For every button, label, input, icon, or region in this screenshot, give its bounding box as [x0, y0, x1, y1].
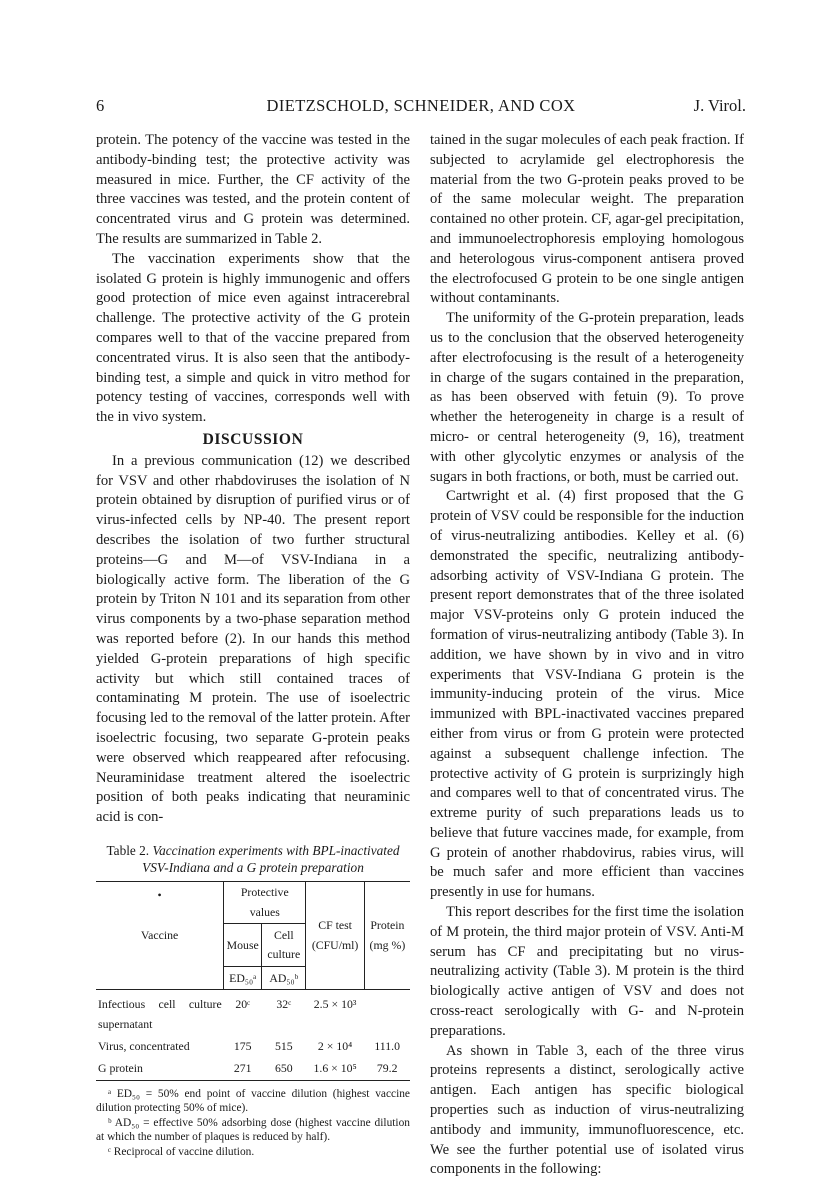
table-footnotes: [96, 1087, 410, 1160]
table-row: G protein 271 650 1.6 × 10⁵ 79.2: [96, 1058, 410, 1080]
running-authors: DIETZSCHOLD, SCHNEIDER, AND COX: [266, 96, 576, 115]
paragraph: In a previous communication (12) we described for VSV and other rhabdoviruses the isolation of N protein obtained by disruption of purified virus or of virus-infected cells by NP-40. The present report describes the isolation of two further structural proteins—G and M—of VSV-Indiana in a biologically active form. The liberation of the G protein by Triton N 101 and its separation from other virus components by a two-phase separation method was reported before (2). In our hands this method yielded G-protein preparations of high specific activity but which still contained traces of contaminating M protein. The use of isoelectric focusing led to the removal of the latter protein. After isoelectric focusing, two separate G-protein peaks were observed which reappeared after refocusing. Neuraminidase treatment altered the isoelectric position of both peaks indicating that neuraminic acid is con-: [96, 452, 410, 826]
subheader-mouse: ED₅₀ᵃ: [224, 967, 262, 990]
table-caption-text: Vaccination experiments with BPL-inactivated VSV-Indiana and a G protein preparation: [142, 842, 400, 876]
left-column: [96, 131, 410, 1159]
paragraph: As shown in Table 3, each of the three virus proteins represents a distinct, serologically active antigen. Each antigen has specific biological properties such as induction of virus-neutralizing antibody and immunity, immunofluorescence, etc. We see the further potential use of isolated virus components in the following:: [430, 1042, 744, 1178]
paragraph: The uniformity of the G-protein preparation, leads us to the conclusion that the observed heterogeneity after electrofocusing is the result of a heterogeneity in charge of the sugars contained in the preparation, as has been observed with fetuin (9). To prove whether the heterogeneity in charge is a result of micro- or central heterogeneity (9, 16), treatment with other glycolytic enzymes or analysis of the sugars in both fractions, or both, must be carried out.: [430, 310, 744, 485]
footnote: ᵇ AD₅₀ = effective 50% adsorbing dose (highest vaccine dilution at which the number of plaques is reduced by half).: [96, 1116, 410, 1144]
paragraph: tained in the sugar molecules of each peak fraction. If subjected to acrylamide gel electrophoresis the material from the two G-protein peaks proved to be of the same molecular weight. The preparation contained no other protein. CF, agar-gel precipitation, and immunoelectrophoresis employing homologous and heterologous virus-component antisera proved the electrofocused G protein to be one single antigen without contaminants.: [430, 132, 744, 307]
running-header: [96, 96, 746, 118]
paragraph: The vaccination experiments show that the isolated G protein is highly immunogenic and offers good protection of mice even against intracerebral challenge. The protective activity of the G protein compares well to that of the vaccine prepared from concentrated virus. It is also seen that the antibody-binding test, a simple and quick in vitro method for potency testing of vaccines, corresponds well with the in vivo system.: [96, 250, 410, 426]
table-caption-label: Table 2.: [106, 842, 150, 858]
table-row: Virus, concentrated 175 515 2 × 10⁴ 111.0: [98, 1039, 400, 1054]
header-cf: CF test (CFU/ml): [306, 881, 364, 990]
right-column: [430, 131, 744, 1180]
header-protein: Protein (mg %): [364, 881, 410, 990]
table-row: Infectious cell culture supernatant 20ᶜ 32ᶜ 2.5 × 10³: [98, 997, 357, 1032]
header-cell: Cell culture: [262, 924, 306, 967]
paragraph: This report describes for the first time the isolation of M protein, the third major protein of VSV. Anti-M serum has CF and precipitating but no virus-neutralizing activity (Table 3). M protein is the third biologically active antigen of VSV and does not cross-react serologically with G- and N-protein preparations.: [430, 904, 744, 1039]
header-protective: Protective values: [224, 881, 306, 924]
footnote: ᶜ Reciprocal of vaccine dilution.: [108, 1145, 255, 1158]
subheader-cell: AD₅₀ᵇ: [262, 967, 306, 990]
journal-name: J. Virol.: [693, 96, 746, 115]
table-caption: [96, 842, 410, 877]
header-mouse: Mouse: [224, 924, 262, 967]
page-number: 6: [96, 96, 105, 115]
footnote: ᵃ ED₅₀ = 50% end point of vaccine dilution (highest vaccine dilution protecting 50% of mice).: [96, 1087, 410, 1115]
header-vaccine: • Vaccine: [96, 881, 224, 990]
paragraph: protein. The potency of the vaccine was tested in the antibody-binding test; the protective activity was measured in mice. Further, the CF activity of the three vaccines was tested, and the protein content of concentrated virus and G protein was determined. The results are summarized in Table 2.: [96, 132, 410, 247]
paragraph: Cartwright et al. (4) first proposed that the G protein of VSV could be responsible for the induction of virus-neutralizing antibodies. Kelley et al. (6) demonstrated the specific, neutralizing antibody-adsorbing activity of VSV-Indiana G protein. The present report demonstrates that of the three isolated major VSV-proteins only G protein induced the formation of virus-neutralizing antibody (Table 3). In addition, we have shown by in vivo and in vitro experiments that VSV-Indiana G protein is the immunity-inducing protein of the virus. Mice immunized with BPL-inactivated vaccines prepared either from virus or from G protein were protected against a subsequent challenge infection. The protective activity of G protein is surprizingly high and compares well to that of concentrated virus. The extreme purity of such preparations leads us to believe that future vaccines made, for example, from G protein of another rhabdovirus, rabies virus, will be much safer and more efficient than vaccines presently in use for humans.: [430, 488, 744, 901]
section-heading: DISCUSSION: [202, 430, 304, 448]
table-2: [96, 881, 410, 1081]
dot-mark: •: [157, 887, 162, 902]
